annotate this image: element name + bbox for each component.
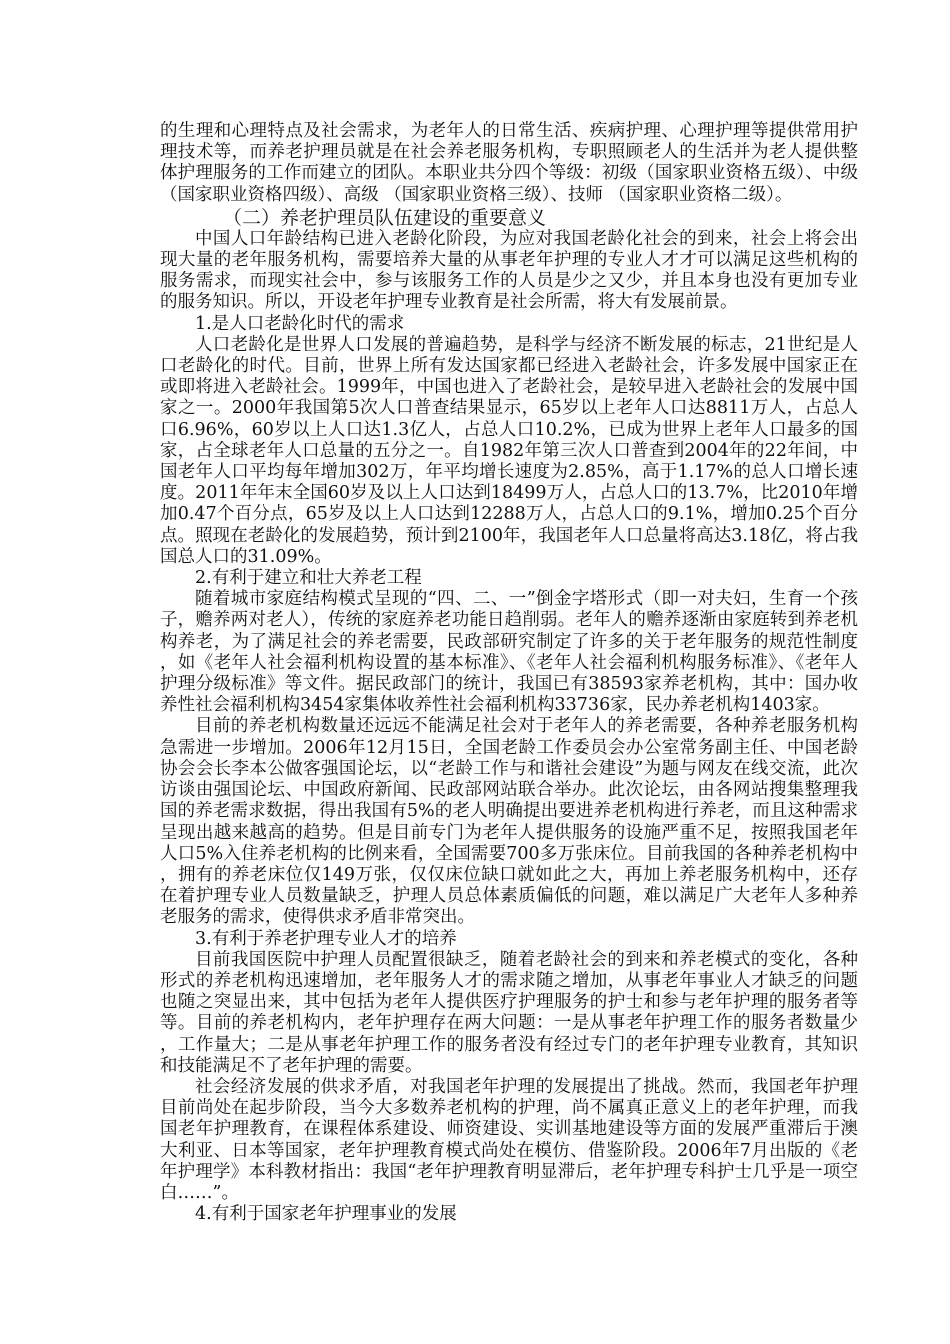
paragraph-education-lag: 社会经济发展的供求矛盾，对我国老年护理的发展提出了挑战。然而，我国老年护理目前尚处在起步阶段，当今大多数养老机构的护理，尚不属真正意义上的老年护理，而我国老年护理教育，在课程体系建设、师资建设、实训基地建设等方面的发展严重滞后于澳大利亚、日本等国家，老年护理教育模式尚处在模仿、借鉴阶段。2006年7月出版的《老年护理学》本科教材指出：我国“老年护理教育明显滞后，老年护理专科护士几乎是一项空白……”。 <box>160 1076 858 1203</box>
paragraph-staff-shortage: 目前我国医院中护理人员配置很缺乏，随着老龄社会的到来和养老模式的变化，各种形式的养老机构迅速增加，老年服务人才的需求随之增加，从事老年事业人才缺乏的问题也随之突显出来，其中包括为老年人提供医疗护理服务的护士和参与老年护理的服务者等等。目前的养老机构内，老年护理存在两大问题：一是从事老年护理工作的服务者数量少，工作量大；二是从事老年护理工作的服务者没有经过专门的老年护理专业教育，其知识和技能满足不了老年护理的需要。 <box>160 949 858 1076</box>
sub-heading-2: 2.有利于建立和壮大养老工程 <box>195 568 422 589</box>
paragraph-aging-population: 人口老龄化是世界人口发展的普遍趋势，是科学与经济不断发展的标志，21世纪是人口老龄化的时代。目前，世界上所有发达国家都已经进入老龄社会，许多发展中国家正在或即将进入老龄社会。1999年，中国也进入了老龄社会，是较早进入老龄社会的发展中国家之一。2000年我国第5次人口普查结果显示，65岁以上老年人口达8811万人，占总人口6.96%，60岁以上人口达1.3亿人，占总人口10.2%，已成为世界上老年人口最多的国家，占全球老年人口总量的五分之一。自1982年第三次人口普查到2004年的22年间，中国老年人口平均每年增加302万，年平均增长速度为2.85%，高于1.17%的总人口增长速度。2011年年末全国60岁及以上人口达到18499万人，占总人口的13.7%，比2010年增加0.47个百分点，65岁及以上人口达到12288万人，占总人口的9.1%，增加0.25个百分点。照现在老龄化的发展趋势，预计到2100年，我国老年人口总量将高达3.18亿，将占我国总人口的31.09%。 <box>160 334 858 567</box>
paragraph-institution-demand: 目前的养老机构数量还远远不能满足社会对于老年人的养老需要，各种养老服务机构急需进一步增加。2006年12月15日，全国老龄工作委员会办公室常务副主任、中国老龄协会会长李本公做客强国论坛，以“老龄工作与和谐社会建设”为题与网友在线交流，此次访谈由强国论坛、中国政府新闻、民政部网站联合举办。此次论坛，由各网站搜集整理我国的养老需求数据，得出我国有5%的老人明确提出要进养老机构进行养老，而且这种需求呈现出越来越高的趋势。但是目前专门为老年人提供服务的设施严重不足，按照我国老年人口5%入住养老机构的比例来看，全国需要700多万张床位。目前我国的各种养老机构中，拥有的养老床位仅149万张，仅仅床位缺口就如此之大，再加上养老服务机构中，还存在着护理专业人员数量缺乏，护理人员总体素质偏低的问题，难以满足广大老年人多种养老服务的需求，使得供求矛盾非常突出。 <box>160 716 858 928</box>
document-body <box>160 121 858 1225</box>
section-heading-importance: （二）养老护理员队伍建设的重要意义 <box>223 206 547 229</box>
sub-heading-1: 1.是人口老龄化时代的需求 <box>195 313 405 334</box>
sub-heading-3: 3.有利于养老护理专业人才的培养 <box>195 928 457 949</box>
paragraph-family-structure: 随着城市家庭结构模式呈现的“四、二、一”倒金字塔形式（即一对夫妇，生育一个孩子，赡养两对老人），传统的家庭养老功能日趋削弱。老年人的赡养逐渐由家庭转到养老机构养老，为了满足社会的养老需要，民政部研究制定了许多的关于老年服务的规范性制度，如《老年人社会福利机构设置的基本标准》、《老年人社会福利机构服务标准》、《老年人护理分级标准》等文件。据民政部门的统计，我国已有38593家养老机构，其中：国办收养性社会福利机构3454家集体收养性社会福利机构33736家，民办养老机构1403家。 <box>160 589 858 716</box>
paragraph-intro: 的生理和心理特点及社会需求，为老年人的日常生活、疾病护理、心理护理等提供常用护理技术等，而养老护理员就是在社会养老服务机构，专职照顾老人的生活并为老人提供整体护理服务的工作而建立的团队。本职业共分四个等级：初级（国家职业资格五级）、中级 （国家职业资格四级）、高级 （国家职业资格三级）、技师 （国家职业资格二级）。 <box>160 121 858 205</box>
sub-heading-4: 4.有利于国家老年护理事业的发展 <box>195 1204 457 1225</box>
paragraph-overview: 中国人口年龄结构已进入老龄化阶段，为应对我国老龄化社会的到来，社会上将会出现大量的老年服务机构，需要培养大量的从事老年护理的专业人才才可以满足这些机构的服务需求，而现实社会中，参与该服务工作的人员是少之又少，并且本身也没有更加专业的服务知识。所以，开设老年护理专业教育是社会所需，将大有发展前景。 <box>160 228 858 313</box>
